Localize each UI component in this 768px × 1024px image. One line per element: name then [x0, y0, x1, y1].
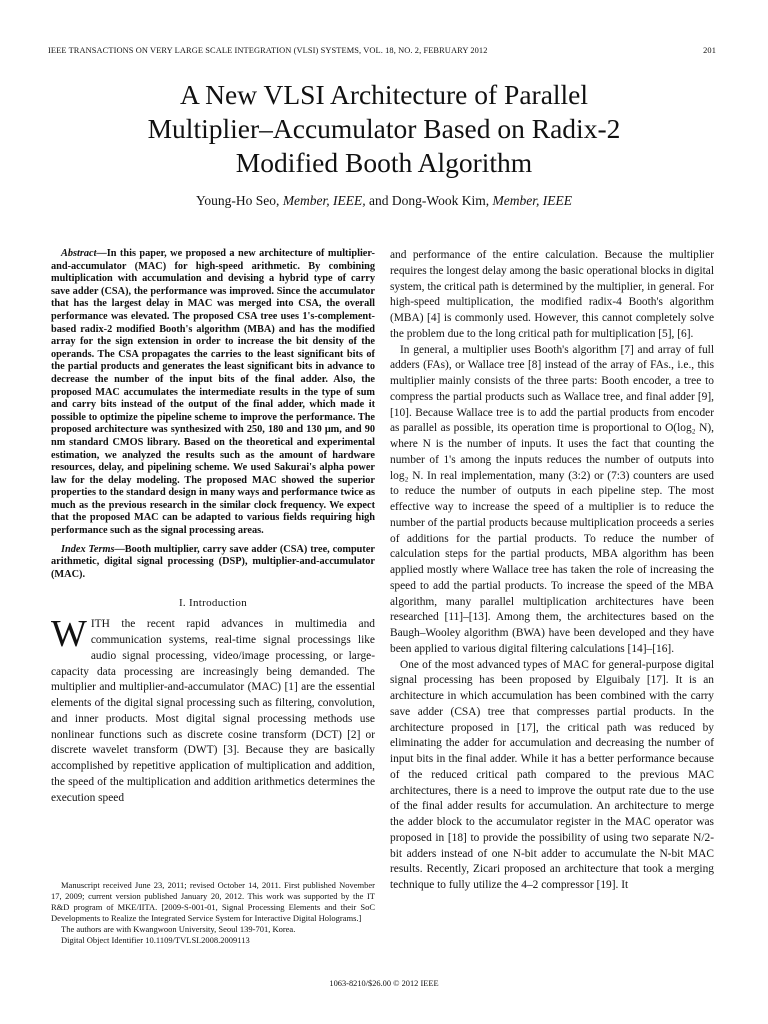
- author-conjunction: and: [369, 193, 389, 208]
- right-column: [390, 248, 714, 894]
- author-1-role: Member, IEEE,: [282, 193, 366, 208]
- footnotes: [51, 880, 375, 946]
- title-line-1: A New VLSI Architecture of Parallel: [179, 79, 589, 110]
- author-2: Dong-Wook Kim,: [391, 193, 490, 208]
- title-line-2: Multiplier–Accumulator Based on Radix-2: [147, 113, 621, 144]
- copyright-footer: 1063-8210/$26.00 © 2012 IEEE: [329, 979, 439, 988]
- index-terms: [51, 544, 375, 582]
- right-paragraph-2: In general, a multiplier uses Booth's algorithm [7] and array of full adders (FAs), or Wallace tree [8] instead of the array of FAs., i.e., this multiplier mainly consists of the three parts: Booth encoder, a tree to compress the partial products such as Wallace tree, and final adder [9], [10]. Because Wallace tree is to add the partial products from encoder as parallel as possible, its operation time is proportional to O(log₂ N), where N is the number of inputs. It uses the fact that counting the number of 1's among the inputs reduces the number of outputs into log₂ N. In real implementation, many (3:2) or (7:3) counters are used to reduce the number of outputs in each pipeline step. The most effective way to increase the speed of a multiplier is to reduce the number of the partial products because multiplication proceeds a series of additions for the partial products. To reduce the number of calculation steps for the partial products, MBA algorithm has been applied mostly where Wallace tree has taken the role of increasing the speed to add the partial products. To increase the speed of the MBA algorithm, many parallel multiplication architectures have been researched [11]–[13]. Among them, the architectures based on the Baugh–Wooley algorithm (BWA) have been developed and they have been applied to various digital filtering calculations [14]–[16].: [390, 343, 714, 655]
- author-2-role: Member, IEEE: [492, 193, 572, 208]
- right-paragraph-3: One of the most advanced types of MAC for general-purpose digital signal processing has been proposed by Elguibaly [17]. It is an architecture in which accumulation has been combined with the carry save adder (CSA) tree that compresses partial products. In the architecture proposed in [17], the critical path was reduced by eliminating the adder for accumulation and decreasing the number of input bits in the final adder. While it has a better performance because of the reduced critical path compared to the previous MAC architectures, there is a need to improve the output rate due to the use of the final adder results for accumulation. An architecture to merge the adder block to the accumulator register in the MAC operator was proposed in [18] to provide the possibility of using two separate N/2-bit adders instead of one N-bit adder to accumulate the N-bit MAC results. Recently, Zicari proposed an architecture that took a merging technique to fully utilize the 4–2 compressor [19]. It: [390, 658, 714, 891]
- section-heading-introduction: I. Introduction: [178, 597, 248, 610]
- author-1: Young-Ho Seo,: [196, 193, 280, 208]
- abstract-text: In this paper, we proposed a new architecture of multiplier-and-accumulator (MAC) for high-speed arithmetic. By combining multiplication with accumulation and devising a hybrid type of carry save adder (CSA), the performance was improved. Since the accumulator that has the largest delay in MAC was merged into CSA, the overall performance was elevated. The proposed CSA tree uses 1's-complement-based radix-2 modified Booth's algorithm (MBA) and has the modified array for the sign extension in order to increase the bit density of the operands. The CSA propagates the carries to the least significant bits of the partial products and generates the least significant bits in advance to decrease the number of the input bits of the final adder. Also, the proposed MAC accumulates the intermediate results in the type of sum and carry bits instead of the output of the final adder, which made it possible to optimize the pipeline scheme to improve the performance. The proposed architecture was synthesized with 250, 180 and 130 μm, and 90 nm standard CMOS library. Based on the theoretical and experimental estimation, we analyzed the results such as the amount of hardware resources, delay, and pipelining scheme. We used Sakurai's alpha power law for the delay modeling. The proposed MAC showed the superior properties to the standard design in many ways and performance twice as much as the previous research in the similar clock frequency. We expect that the proposed MAC can be adapted to various fields requiring high performance such as the signal processing areas.: [51, 248, 375, 537]
- footnote-affiliation: The authors are with Kwangwoon University, Seoul 139-701, Korea.: [61, 924, 296, 934]
- page-number: 201: [703, 46, 716, 55]
- left-column: [51, 248, 375, 806]
- running-header: [48, 46, 716, 55]
- footnote-doi: Digital Object Identifier 10.1109/TVLSI.2008.2009113: [61, 935, 250, 945]
- journal-name: IEEE TRANSACTIONS ON VERY LARGE SCALE INTEGRATION (VLSI) SYSTEMS, VOL. 18, NO. 2, FEBRUARY 2012: [48, 46, 488, 55]
- drop-cap: W: [51, 613, 87, 656]
- title-line-3: Modified Booth Algorithm: [235, 147, 533, 178]
- right-paragraph-1: and performance of the entire calculation. Because the multiplier requires the longest delay among the basic operational blocks in digital system, the critical path is determined by the multiplier, in general. For high-speed multiplication, the modified radix-4 Booth's algorithm (MBA) [4] is commonly used. However, this cannot completely solve the problem due to the long critical path for multiplication [5], [6].: [390, 249, 714, 340]
- intro-paragraph-text: ITH the recent rapid advances in multimedia and communication systems, real-time signal processings like audio signal processing, video/image processing, or large-capacity data processing are increasingly being demanded. The multiplier and multiplier-and-accumulator (MAC) [1] are the essential elements of the digital signal processing such as filtering, convolution, and inner products. Most digital signal processing methods use nonlinear functions such as discrete cosine transform (DCT) [2] or discrete wavelet transform (DWT) [3]. Because they are basically accomplished by repetitive application of multiplication and addition, the speed of the multiplication and addition arithmetics determines the execution speed: [51, 618, 375, 804]
- abstract: [51, 248, 375, 538]
- author-line: [40, 193, 728, 209]
- footnote-manuscript: Manuscript received June 23, 2011; revised October 14, 2011. First published November 17, 2009; current version published January 20, 2012. This work was supported by the IT R&D program of MKE/IITA. [2009-S-001-01, Signal Processing Elements and their SoC Developments to Realize the Integrated Service System for Interactive Digital Holograms.]: [51, 880, 375, 923]
- abstract-label: Abstract—: [61, 248, 107, 259]
- index-terms-text: Booth multiplier, carry save adder (CSA) tree, computer arithmetic, digital signal processing (DSP), multiplier-and-accumulator (MAC).: [51, 543, 375, 580]
- index-terms-label: Index Terms—: [61, 543, 125, 555]
- paper-title: [40, 78, 728, 180]
- intro-paragraph: [51, 613, 375, 806]
